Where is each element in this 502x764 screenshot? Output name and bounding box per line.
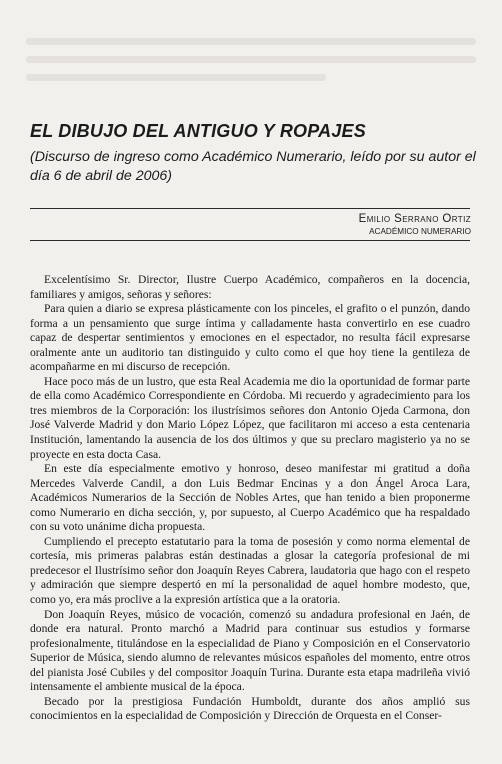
page-title: EL DIBUJO DEL ANTIGUO Y ROPAJES: [30, 121, 366, 141]
paragraph: Hace poco más de un lustro, que esta Real Academia me dio la oportunidad de formar parte de ella como Académico Correspondiente en Córdoba. Mi recuerdo y agradecimiento para los tres miembros de la Corporación: los ilustrísimos señores don Antonio Ojeda Carmona, don José Valverde Madrid y don Mario López López, que facilitaron mi acceso a esta centenaria Institución, lamentando la ausencia de los dos últimos y que su preclaro magisterio ya no se proyecte en esta docta Casa.: [30, 374, 470, 461]
paragraph: Excelentísimo Sr. Director, Ilustre Cuerpo Académico, compañeros en la docencia, familiares y amigos, señoras y señores:: [30, 273, 470, 301]
page-subtitle: (Discurso de ingreso como Académico Numerario, leído por su autor el día 6 de abril de 2006): [30, 149, 476, 184]
bleed-through-text: [26, 56, 476, 63]
paragraph: Para quien a diario se expresa plásticamente con los pinceles, el grafito o el punzón, dando forma a un pensamiento que surge íntima y calladamente hasta convertirlo en ese cuadro capaz de despertar sentimientos y emociones en el espectador, no resulta fácil expresarse oralmente ante un auditorio tan distinguido y culto como el que hoy tiene la gentileza de acompañarme en mi discurso de recepción.: [30, 302, 470, 374]
bleed-through-text: [26, 74, 326, 81]
paragraph: Don Joaquín Reyes, músico de vocación, comenzó su andadura profesional en Jaén, de donde era natural. Pronto marchó a Madrid para continuar sus estudios y formarse profesionalmente, titulándose en la especialidad de Piano y Composición en el Conservatorio Superior de Música, siendo alumno de relevantes músicos españoles del momento, entre otros del pianista José Cubiles y del compositor Joaquín Turina. Durante esta etapa madrileña vivió intensamente el ambiente musical de la época.: [30, 607, 470, 694]
paragraph: En este día especialmente emotivo y honroso, deseo manifestar mi gratitud a doña Mercedes Valverde Candil, a don Luis Bedmar Encinas y a don Ángel Aroca Lara, Académicos Numerarios de la Sección de Nobles Artes, que han tenido a bien proponerme como Numerario en dicha sección, y, por supuesto, al Cuerpo Académico que ha respaldado con su voto unánime dicha propuesta.: [30, 462, 470, 534]
paragraph: Cumpliendo el precepto estatutario para la toma de posesión y como norma elemental de cortesía, mis primeras palabras están destinadas a glosar la categoría profesional de mi predecesor el Ilustrísimo señor don Joaquín Reyes Cabrera, laudatoria que hago con el respeto y admiración que siempre despertó en mí la personalidad de aquel hombre modesto, que, como yo, era más proclive a la expresión artística que a la oratoria.: [30, 534, 470, 607]
author-role: ACADÉMICO NUMERARIO: [369, 227, 471, 236]
paragraph: Becado por la prestigiosa Fundación Humboldt, durante dos años amplió sus conocimientos en la especialidad de Composición y Dirección de Orquesta en el Conser-: [30, 694, 470, 723]
author-name: Emilio Serrano Ortiz: [358, 213, 471, 225]
divider-top: [30, 208, 470, 209]
divider-bottom: [30, 240, 470, 241]
speech-body: [30, 273, 470, 724]
bleed-through-text: [26, 38, 476, 45]
